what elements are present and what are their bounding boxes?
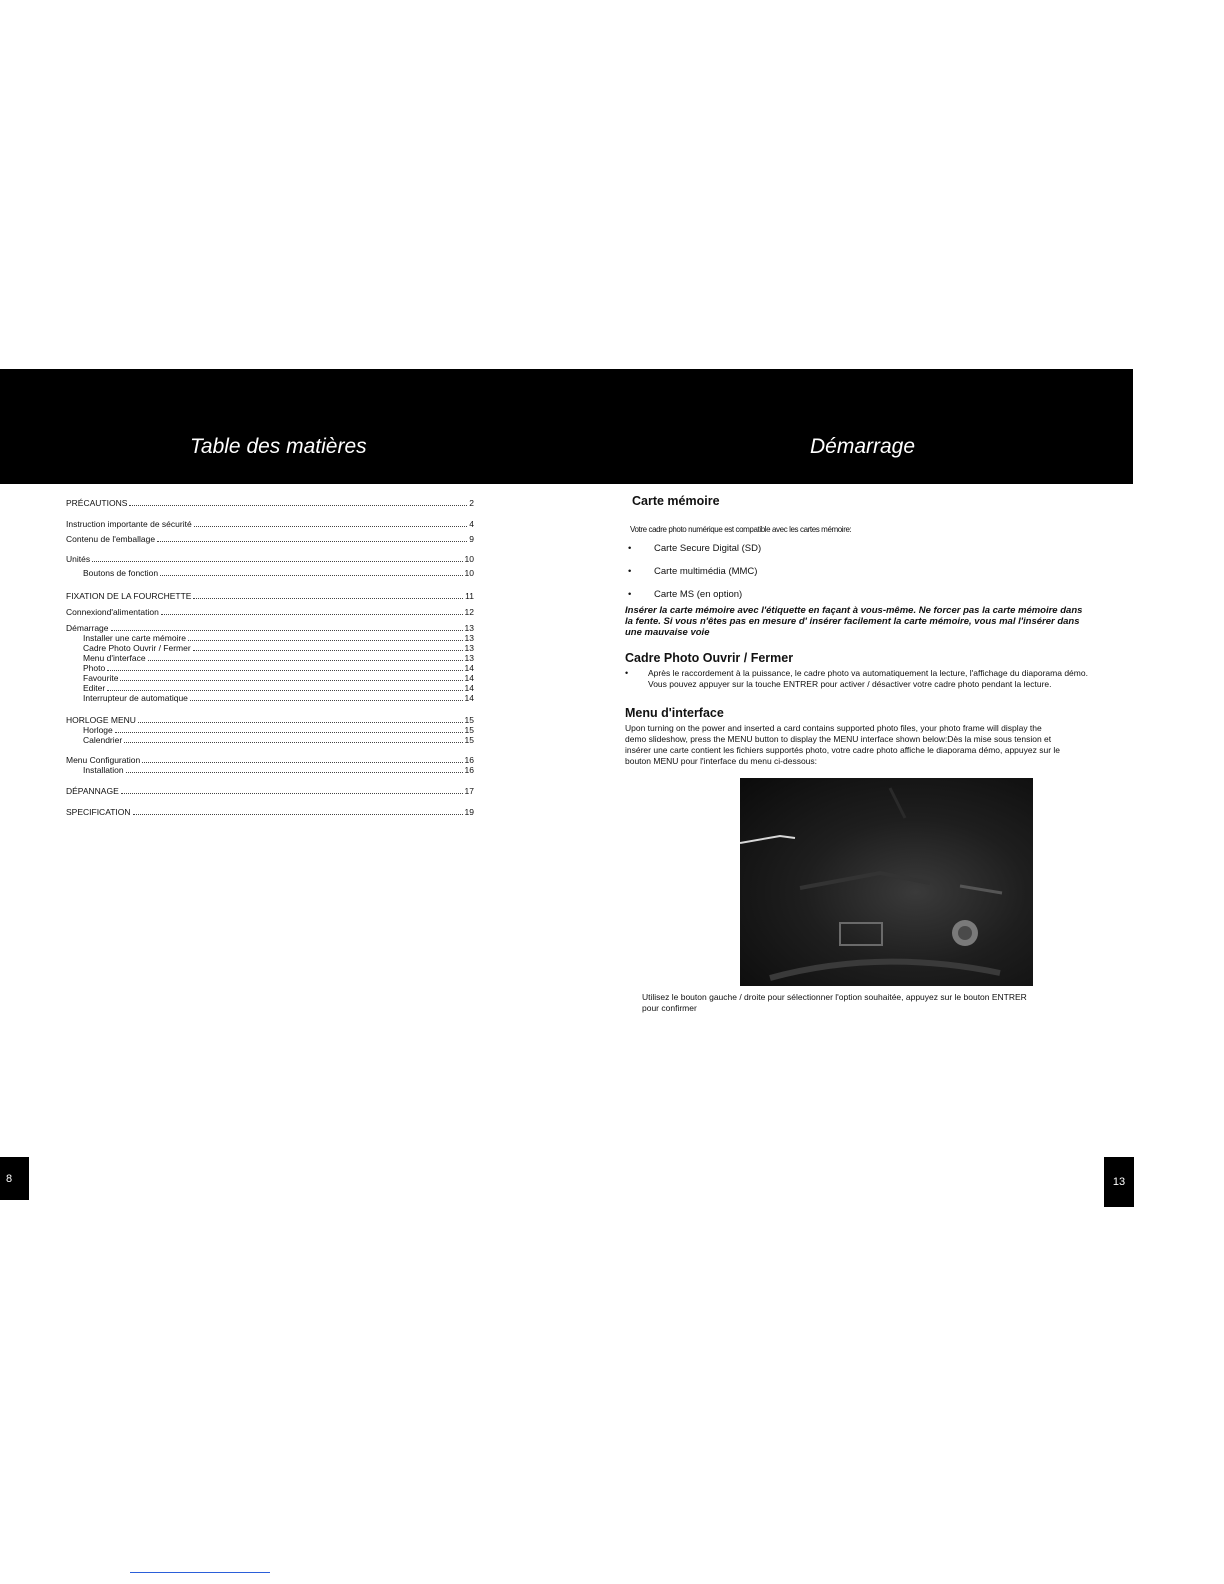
toc-entry-label: Menu Configuration <box>66 755 141 765</box>
toc-leader-dots <box>161 614 463 615</box>
toc-leader-dots <box>107 670 462 671</box>
toc-leader-dots <box>160 575 462 576</box>
toc-leader-dots <box>157 541 467 542</box>
toc-entry <box>66 653 474 663</box>
toc-entry-label: Menu d'interface <box>83 653 146 663</box>
toc-entry <box>66 568 474 578</box>
toc-entry <box>66 786 474 796</box>
toc-entry-page: 10 <box>464 554 474 564</box>
toc-entry-label: Instruction importante de sécurité <box>66 519 192 529</box>
right-page-title: Démarrage <box>810 435 916 458</box>
toc-entry <box>66 765 474 775</box>
toc-entry <box>66 591 474 601</box>
toc-entry <box>66 643 474 653</box>
toc-entry <box>66 715 474 725</box>
left-page-title: Table des matières <box>190 435 367 458</box>
memory-card-intro: Votre cadre photo numérique est compatible avec les cartes mémoire: <box>630 525 852 534</box>
toc-leader-dots <box>92 561 462 562</box>
toc-entry <box>66 623 474 633</box>
left-page-number-tab <box>0 1157 29 1200</box>
toc-entry-page: 15 <box>464 725 474 735</box>
menu-interface-photo <box>740 778 1033 986</box>
toc-entry <box>66 633 474 643</box>
toc-entry-label: Démarrage <box>66 623 109 633</box>
toc-entry-page: 15 <box>464 735 474 745</box>
right-page-number-tab <box>1104 1157 1134 1207</box>
memory-card-item: • Carte MS (en option) <box>628 589 743 600</box>
toc-entry <box>66 498 474 508</box>
toc-leader-dots <box>194 526 468 527</box>
toc-leader-dots <box>142 762 462 763</box>
toc-leader-dots <box>120 680 462 681</box>
toc-leader-dots <box>107 690 462 691</box>
footer-divider <box>130 1572 270 1573</box>
toc-entry-page: 14 <box>464 673 474 683</box>
toc-entry-page: 16 <box>464 755 474 765</box>
toc-entry-page: 13 <box>464 643 474 653</box>
toc-entry-page: 2 <box>469 498 474 508</box>
toc-entry <box>66 693 474 703</box>
toc-entry-page: 12 <box>464 607 474 617</box>
toc-entry-page: 13 <box>464 633 474 643</box>
toc-entry <box>66 725 474 735</box>
toc-entry <box>66 607 474 617</box>
toc-entry <box>66 519 474 529</box>
toc-entry <box>66 534 474 544</box>
toc-leader-dots <box>115 732 463 733</box>
toc-entry <box>66 663 474 673</box>
toc-entry-page: 14 <box>464 663 474 673</box>
toc-entry-page: 4 <box>469 519 474 529</box>
toc-entry-page: 17 <box>464 786 474 796</box>
interface-menu-heading: Menu d'interface <box>625 706 724 720</box>
toc-entry-label: Installation <box>83 765 124 775</box>
toc-entry-page: 15 <box>464 715 474 725</box>
toc-entry-label: FIXATION DE LA FOURCHETTE <box>66 591 192 601</box>
toc-leader-dots <box>188 640 463 641</box>
toc-entry-label: DÉPANNAGE <box>66 786 119 796</box>
memory-card-heading: Carte mémoire <box>632 494 720 508</box>
memory-card-item: • Carte Secure Digital (SD) <box>628 543 762 554</box>
toc-entry <box>66 673 474 683</box>
open-close-text: Après le raccordement à la puissance, le cadre photo va automatiquement la lecture, l'affichage du diaporama démo. Vous pouvez appuyer sur la touche ENTRER pour activer / désactiver votre cadre photo pendant la lecture. <box>648 668 1088 689</box>
toc-entry-page: 13 <box>464 623 474 633</box>
toc-entry-label: Boutons de fonction <box>83 568 159 578</box>
toc-entry <box>66 735 474 745</box>
memory-card-warning: Insérer la carte mémoire avec l'étiquette en façant à vous-même. Ne forcer pas la carte mémoire dans la fente. Si vous n'êtes pas en mesure d' insérer facilement la carte mémoire, vous mal l'insérer dans une mauvaise voie <box>625 605 1083 638</box>
toc-leader-dots <box>190 700 463 701</box>
memory-card-item: • Carte multimédia (MMC) <box>628 566 758 577</box>
toc-entry-label: Connexiond'alimentation <box>66 607 159 617</box>
toc-leader-dots <box>129 505 467 506</box>
toc-leader-dots <box>138 722 463 723</box>
toc-leader-dots <box>133 814 463 815</box>
toc-leader-dots <box>126 772 463 773</box>
toc-leader-dots <box>111 630 463 631</box>
toc-entry-label: Unités <box>66 554 91 564</box>
photo-caption: Utilisez le bouton gauche / droite pour sélectionner l'option souhaitée, appuyez sur le bouton ENTRER pour confirmer <box>642 992 1027 1013</box>
toc-entry-page: 9 <box>469 534 474 544</box>
toc-entry-label: Photo <box>83 663 106 673</box>
left-page-number: 8 <box>6 1172 13 1185</box>
toc-leader-dots <box>193 598 463 599</box>
toc-entry-label: Editer <box>83 683 106 693</box>
toc-entry <box>66 554 474 564</box>
toc-entry-page: 14 <box>464 683 474 693</box>
toc-entry-label: Favourite <box>83 673 119 683</box>
toc-entry-page: 11 <box>465 591 474 601</box>
toc-entry-label: Cadre Photo Ouvrir / Fermer <box>83 643 191 653</box>
toc-leader-dots <box>193 650 463 651</box>
open-close-heading: Cadre Photo Ouvrir / Fermer <box>625 651 794 665</box>
bullet-icon: • <box>625 668 629 678</box>
toc-entry-label: HORLOGE MENU <box>66 715 136 725</box>
toc-entry-page: 10 <box>464 568 474 578</box>
toc-entry-page: 13 <box>464 653 474 663</box>
right-page-number: 13 <box>1112 1176 1126 1188</box>
toc-entry <box>66 807 474 817</box>
toc-entry-label: Horloge <box>83 725 113 735</box>
toc-entry-label: Calendrier <box>83 735 123 745</box>
toc-entry-label: Contenu de l'emballage <box>66 534 156 544</box>
toc-entry-label: Interrupteur de automatique <box>83 693 188 703</box>
toc-entry-page: 19 <box>464 807 474 817</box>
interface-menu-text: Upon turning on the power and inserted a card contains supported photo files, your photo frame will display the demo slideshow, press the MENU button to display the MENU interface shown below:Dès la mise sous tension et insérer une carte contient les fichiers supportés photo, votre cadre photo affiche le diaporama démo, appuyez sur le bouton MENU pour l'interface du menu ci-dessous: <box>625 723 1061 766</box>
photo-texture <box>740 778 1033 986</box>
toc-leader-dots <box>121 793 463 794</box>
toc-entry <box>66 683 474 693</box>
toc-entry-page: 16 <box>464 765 474 775</box>
toc-entry-label: PRÉCAUTIONS <box>66 498 128 508</box>
toc-entry-page: 14 <box>464 693 474 703</box>
toc-entry-label: Installer une carte mémoire <box>83 633 186 643</box>
header-banner <box>0 369 1133 484</box>
toc-leader-dots <box>148 660 463 661</box>
toc-entry <box>66 755 474 765</box>
toc-entry-label: SPECIFICATION <box>66 807 131 817</box>
toc-leader-dots <box>124 742 462 743</box>
